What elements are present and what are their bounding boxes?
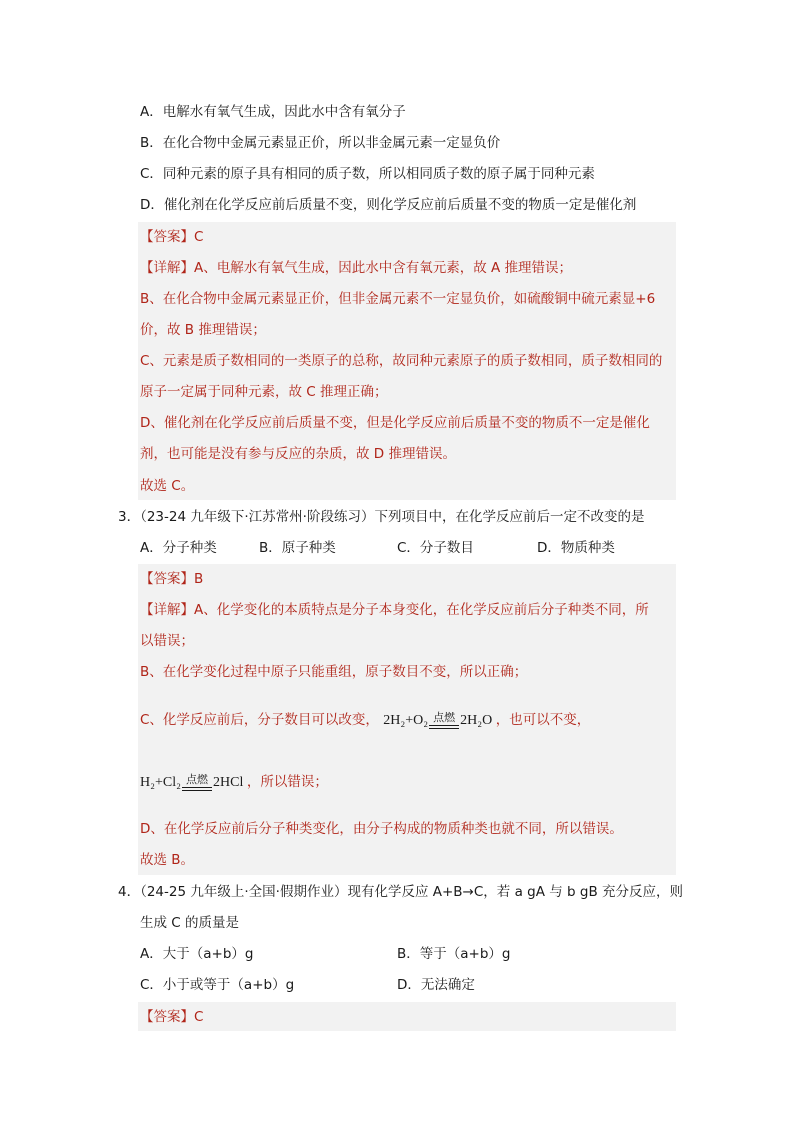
q2-detail-2a: B、在化合物中金属元素显正价，但非金属元素不一定显负价，如硫酸铜中硫元素显+6	[140, 291, 656, 307]
q3-answer-label: 【答案】B	[140, 571, 204, 587]
q3-detail-2: B、在化学变化过程中原子只能重组，原子数目不变，所以正确；	[140, 664, 528, 680]
q3-detail-3	[140, 706, 590, 735]
q3-conclusion: 故选 B。	[140, 852, 195, 868]
q2-answer-label: 【答案】C	[140, 229, 204, 245]
q4-stem-a: 4．（24-25 九年级上·全国·假期作业）现有化学反应 A+B→C，若 a gA 与 b gB 充分反应，则	[118, 884, 684, 900]
q2-option-b: B．在化合物中金属元素显正价，所以非金属元素一定显负价	[140, 135, 501, 151]
equation-2-right: 2HCl	[213, 775, 244, 790]
condition-label: 点燃	[186, 773, 208, 786]
q3-detail-3-pre: C、化学反应前后，分子数目可以改变，	[140, 712, 379, 728]
q2-detail-4a: D、催化剂在化学反应前后质量不变，但是化学反应前后质量不变的物质不一定是催化	[140, 415, 650, 431]
q3-option-a: A．分子种类	[140, 540, 217, 556]
q3-detail-3-eq2	[140, 768, 328, 797]
equation-1-condition	[429, 713, 459, 729]
q2-option-d: D．催化剂在化学反应前后质量不变，则化学反应前后质量不变的物质一定是催化剂	[140, 197, 637, 213]
double-line	[429, 725, 459, 729]
q2-detail-3a: C、元素是质子数相同的一类原子的总称，故同种元素原子的质子数相同，质子数相同的	[140, 353, 663, 369]
q2-detail-3b: 原子一定属于同种元素，故 C 推理正确；	[140, 384, 388, 400]
equation-1	[383, 713, 496, 728]
q3-detail-1a: 【详解】A、化学变化的本质特点是分子本身变化，在化学反应前后分子种类不同，所	[140, 602, 649, 618]
equation-1-left: 2H₂+O₂	[383, 713, 429, 728]
equation-2-condition	[182, 775, 212, 791]
q3-option-b: B．原子种类	[259, 540, 336, 556]
q3-option-c: C．分子数目	[397, 540, 474, 556]
equation-2-left: H₂+Cl₂	[140, 775, 181, 790]
condition-label: 点燃	[433, 711, 456, 724]
q3-detail-3-post: ，也可以不变，	[495, 712, 591, 728]
q4-option-d: D．无法确定	[397, 977, 475, 993]
equation-2	[140, 775, 247, 790]
q2-detail-2b: 价，故 B 推理错误；	[140, 322, 266, 338]
double-line	[182, 787, 212, 791]
q2-conclusion: 故选 C。	[140, 478, 195, 494]
q2-option-c: C．同种元素的原子具有相同的质子数，所以相同质子数的原子属于同种元素	[140, 166, 595, 182]
equation-1-right: 2H₂O	[460, 713, 493, 728]
q3-detail-4: D、在化学反应前后分子种类变化，由分子构成的物质种类也就不同，所以错误。	[140, 821, 623, 837]
q3-option-d: D．物质种类	[537, 540, 615, 556]
q4-option-b: B．等于（a+b）g	[397, 946, 511, 962]
q3-detail-3-end: ，所以错误；	[246, 774, 328, 790]
q4-option-c: C．小于或等于（a+b）g	[140, 977, 295, 993]
q3-stem: 3．（23-24 九年级下·江苏常州·阶段练习）下列项目中，在化学反应前后一定不改变的是	[118, 509, 645, 525]
q4-stem-b: 生成 C 的质量是	[140, 915, 240, 931]
q3-detail-1b: 以错误；	[140, 633, 194, 649]
q2-detail-1: 【详解】A、电解水有氧气生成，因此水中含有氧元素，故 A 推理错误；	[140, 260, 573, 276]
q4-answer-box	[138, 1002, 676, 1031]
q2-option-a: A．电解水有氧气生成，因此水中含有氧分子	[140, 104, 406, 120]
q2-detail-4b: 剂，也可能是没有参与反应的杂质，故 D 推理错误。	[140, 446, 456, 462]
q4-answer-label: 【答案】C	[140, 1009, 204, 1025]
q4-option-a: A．大于（a+b）g	[140, 946, 254, 962]
